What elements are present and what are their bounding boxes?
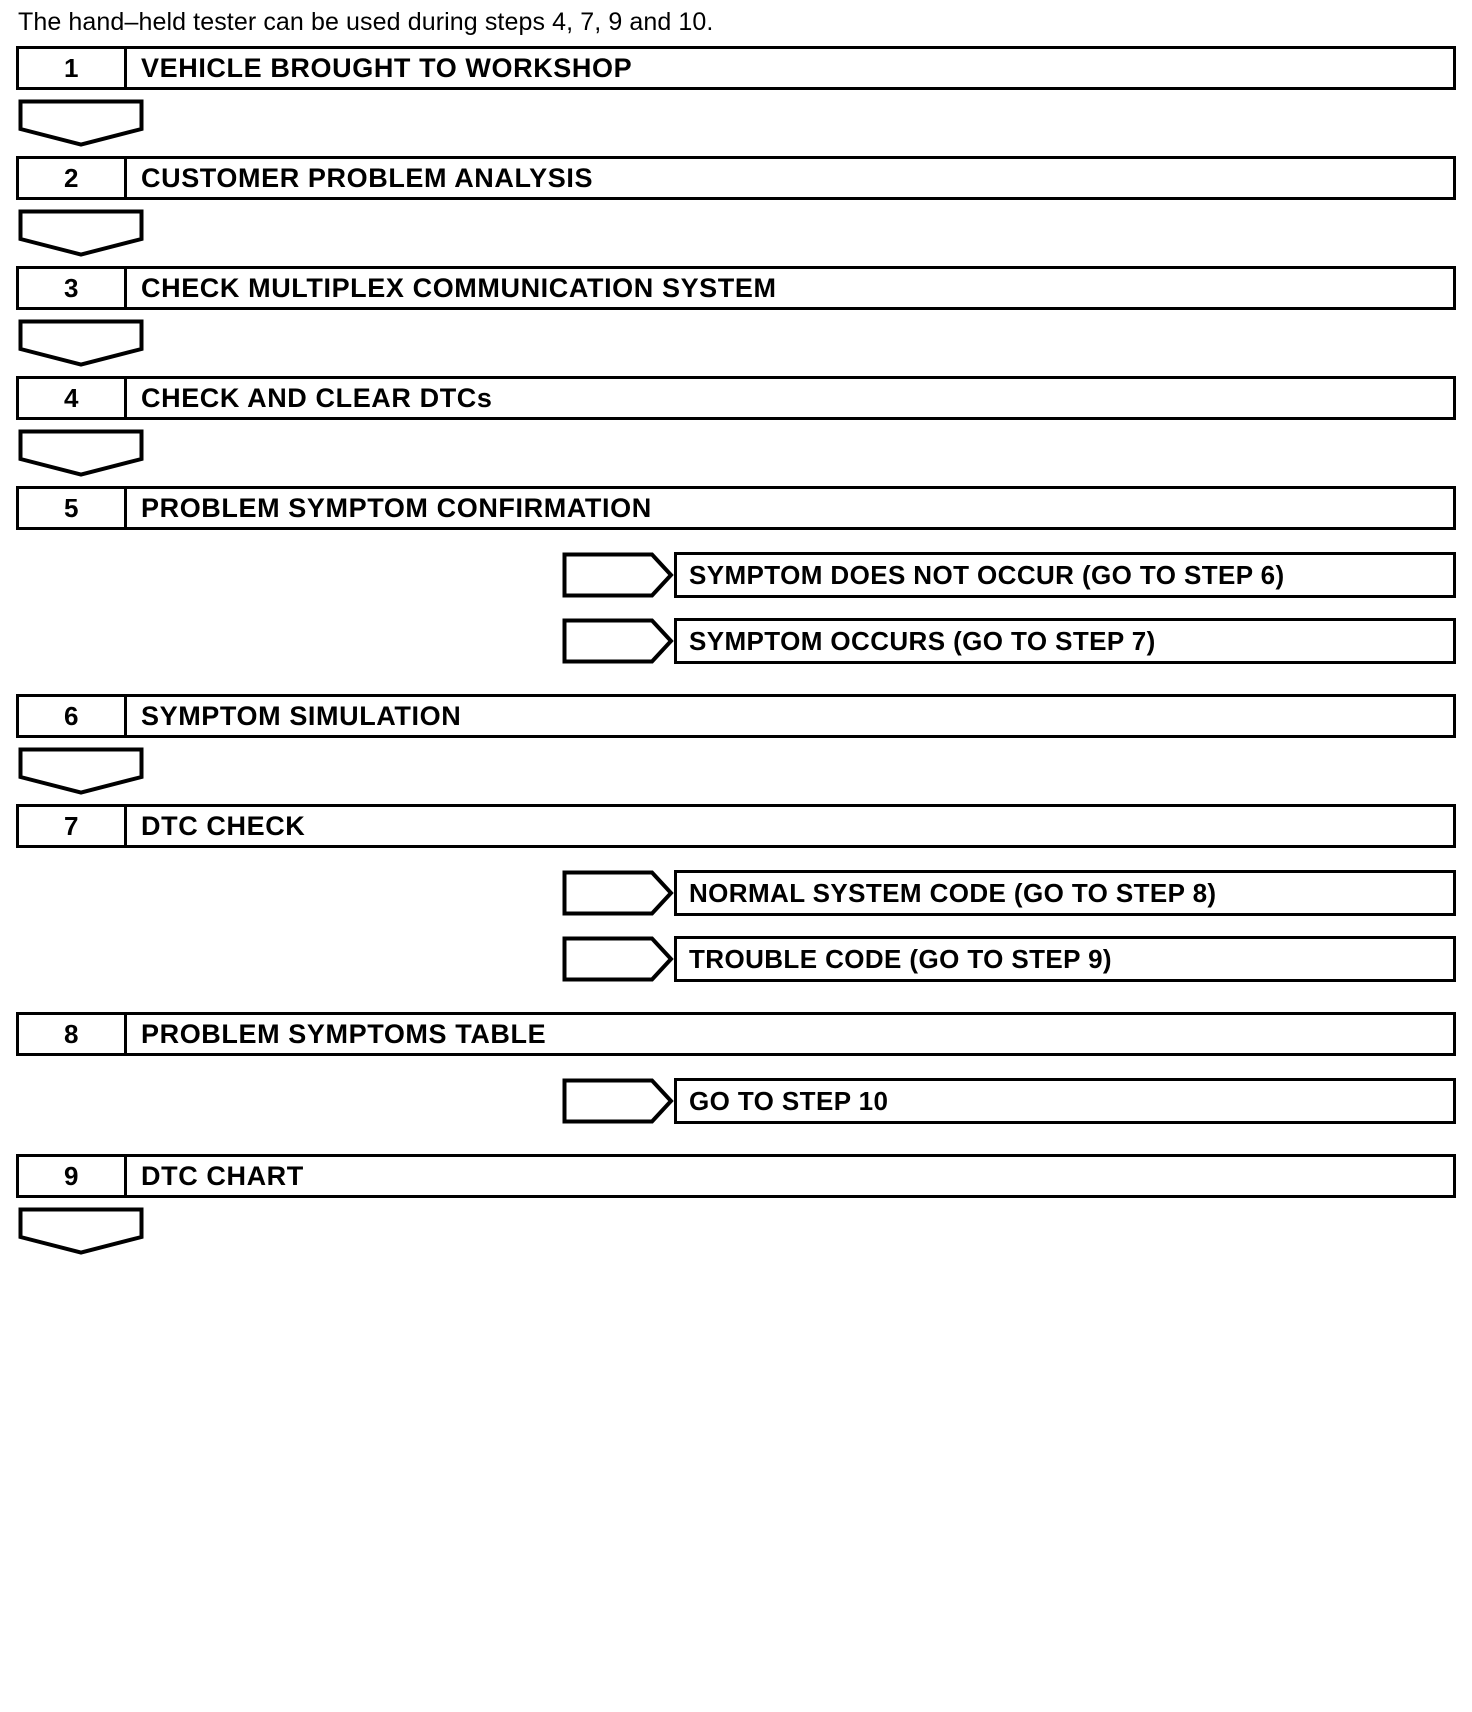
down-arrow-icon	[18, 1207, 144, 1255]
step-number-8: 8	[19, 1015, 127, 1053]
step-bar-2	[16, 156, 1456, 200]
spacer	[16, 664, 1456, 694]
down-arrow-row-6	[16, 738, 1456, 804]
step-bar-5	[16, 486, 1456, 530]
step-title-7: DTC CHECK	[141, 810, 306, 841]
branch-label-step7-1: NORMAL SYSTEM CODE (GO TO STEP 8)	[674, 870, 1456, 916]
step-title-8: PROBLEM SYMPTOMS TABLE	[141, 1018, 547, 1049]
right-arrow-icon	[562, 870, 674, 916]
step-title-3: CHECK MULTIPLEX COMMUNICATION SYSTEM	[141, 272, 777, 303]
right-arrow-icon	[562, 936, 674, 982]
spacer	[16, 848, 1456, 870]
down-arrow-row-9	[16, 1198, 1456, 1264]
step-bar-7	[16, 804, 1456, 848]
step-number-9: 9	[19, 1157, 127, 1195]
down-arrow-row-1	[16, 90, 1456, 156]
step-bar-1	[16, 46, 1456, 90]
step-number-1: 1	[19, 49, 127, 87]
down-arrow-icon	[18, 99, 144, 147]
step-bar-6	[16, 694, 1456, 738]
step-number-5: 5	[19, 489, 127, 527]
down-arrow-icon	[18, 747, 144, 795]
spacer	[16, 982, 1456, 1012]
spacer	[16, 530, 1456, 552]
step-bar-8	[16, 1012, 1456, 1056]
step-number-4: 4	[19, 379, 127, 417]
step-bar-9	[16, 1154, 1456, 1198]
step-title-6: SYMPTOM SIMULATION	[141, 700, 462, 731]
step-title-4: CHECK AND CLEAR DTCs	[141, 382, 493, 413]
step-title-2: CUSTOMER PROBLEM ANALYSIS	[141, 162, 594, 193]
branch-row-step8-1	[562, 1078, 1456, 1124]
branch-label-step5-1: SYMPTOM DOES NOT OCCUR (GO TO STEP 6)	[674, 552, 1456, 598]
step-title-5: PROBLEM SYMPTOM CONFIRMATION	[141, 492, 652, 523]
right-arrow-icon	[562, 1078, 674, 1124]
branch-row-step7-1	[562, 870, 1456, 916]
down-arrow-row-4	[16, 420, 1456, 486]
branch-row-step7-2	[562, 936, 1456, 982]
branch-row-step5-1	[562, 552, 1456, 598]
spacer	[16, 1056, 1456, 1078]
intro-note: The hand–held tester can be used during steps 4, 7, 9 and 10.	[18, 8, 714, 36]
right-arrow-icon	[562, 552, 674, 598]
branch-label-step7-2: TROUBLE CODE (GO TO STEP 9)	[674, 936, 1456, 982]
step-number-2: 2	[19, 159, 127, 197]
step-title-9: DTC CHART	[141, 1160, 304, 1191]
step-bar-4	[16, 376, 1456, 420]
down-arrow-icon	[18, 319, 144, 367]
spacer	[16, 598, 1456, 618]
branch-label-step8-1: GO TO STEP 10	[674, 1078, 1456, 1124]
down-arrow-icon	[18, 209, 144, 257]
step-number-7: 7	[19, 807, 127, 845]
down-arrow-row-3	[16, 310, 1456, 376]
branch-label-step5-2: SYMPTOM OCCURS (GO TO STEP 7)	[674, 618, 1456, 664]
down-arrow-icon	[18, 429, 144, 477]
down-arrow-row-2	[16, 200, 1456, 266]
spacer	[16, 916, 1456, 936]
branch-row-step5-2	[562, 618, 1456, 664]
right-arrow-icon	[562, 618, 674, 664]
step-number-6: 6	[19, 697, 127, 735]
step-bar-3	[16, 266, 1456, 310]
step-number-3: 3	[19, 269, 127, 307]
step-title-1: VEHICLE BROUGHT TO WORKSHOP	[141, 52, 633, 83]
spacer	[16, 1124, 1456, 1154]
